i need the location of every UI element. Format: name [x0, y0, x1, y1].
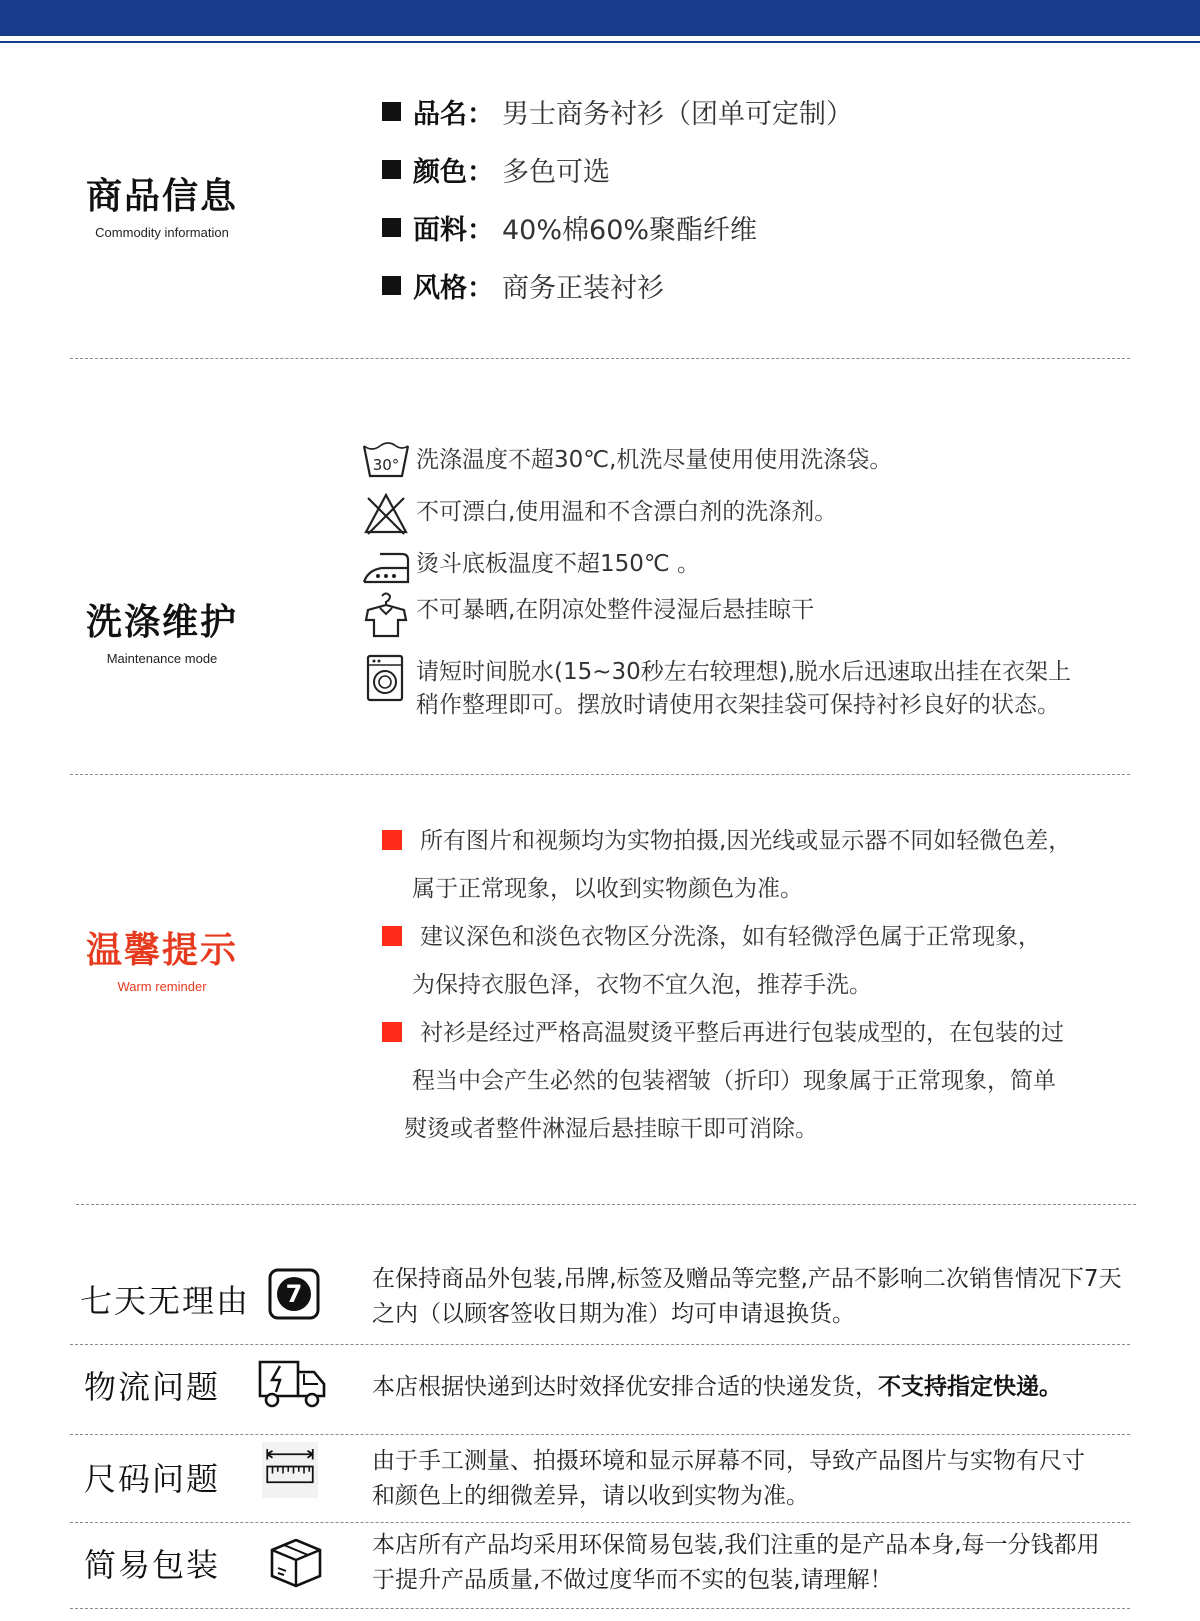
service-line: 在保持商品外包装,吊牌,标签及赠品等完整,产品不影响二次销售情况下7天	[372, 1266, 1122, 1292]
service-text-return	[372, 1262, 1132, 1332]
info-label: 面料：	[413, 215, 494, 246]
service-line: 本店所有产品均采用环保简易包装,我们注重的是产品本身,每一分钱都用	[372, 1532, 1100, 1558]
no-bleach-icon	[362, 492, 410, 536]
service-line: 由于手工测量、拍摄环境和显示屏幕不同，导致产品图片与实物有尺寸	[372, 1448, 1085, 1474]
info-label: 颜色：	[413, 157, 494, 188]
tips-title: 温馨提示	[85, 930, 238, 971]
service-divider	[70, 1608, 1130, 1609]
service-emphasis: 不支持指定快递。	[878, 1374, 1062, 1400]
info-value: 40%棉60%聚酯纤维	[502, 215, 758, 246]
seven-days-icon	[262, 1266, 326, 1322]
info-row-style	[382, 266, 664, 305]
delivery-truck-icon	[256, 1356, 328, 1412]
info-row-fabric	[382, 208, 757, 247]
service-divider	[70, 1434, 1130, 1435]
service-name-return: 七天无理由	[80, 1282, 251, 1320]
tip-3-line2: 程当中会产生必然的包装褶皱（折印）现象属于正常现象，简单	[412, 1068, 1056, 1094]
info-value: 多色可选	[502, 157, 610, 188]
care-text: 烫斗底板温度不超150℃ 。	[416, 551, 701, 577]
care-text-line: 请短时间脱水(15~30秒左右较理想),脱水后迅速取出挂在衣架上	[416, 659, 1072, 685]
red-square-icon	[382, 926, 402, 946]
service-line: 之内（以顾客签收日期为准）均可申请退换货。	[372, 1301, 855, 1327]
red-square-icon	[382, 1022, 402, 1042]
care-text-block	[416, 652, 1071, 722]
wash-temp-label: 30°	[372, 456, 400, 474]
service-name-logistics: 物流问题	[84, 1368, 221, 1406]
section-divider	[76, 1204, 1136, 1205]
tip-2-line2: 为保持衣服色泽，衣物不宜久泡，推荐手洗。	[412, 972, 872, 998]
care-text: 不可暴晒,在阴凉处整件浸湿后悬挂晾干	[416, 597, 815, 623]
service-divider	[70, 1344, 1130, 1345]
info-row-color	[382, 150, 610, 189]
care-row-bleach	[362, 492, 837, 536]
header-bar	[0, 0, 1200, 36]
tip-3-line1: 衬衫是经过严格高温熨烫平整后再进行包装成型的，在包装的过	[382, 1014, 1064, 1047]
care-row-wash	[362, 440, 892, 484]
tip-3-line3: 熨烫或者整件淋湿后悬挂晾干即可消除。	[404, 1116, 818, 1142]
care-text: 洗涤温度不超30℃,机洗尽量使用使用洗涤袋。	[416, 447, 893, 473]
service-line: 本店根据快递到达时效择优安排合适的快递发货，	[372, 1374, 878, 1400]
product-info-subtitle: Commodity information	[95, 225, 229, 240]
care-title: 洗涤维护	[85, 602, 238, 643]
tip-1-line2: 属于正常现象，以收到实物颜色为准。	[412, 876, 803, 902]
service-line: 和颜色上的细微差异，请以收到实物为准。	[372, 1483, 809, 1509]
bullet-square-icon	[382, 102, 401, 121]
service-name-size: 尺码问题	[84, 1460, 221, 1498]
tips-heading	[42, 922, 282, 994]
care-text-line: 稍作整理即可。摆放时请使用衣架挂袋可保持衬衫良好的状态。	[416, 692, 1060, 718]
header-rule	[0, 41, 1200, 43]
service-text-size	[372, 1444, 1132, 1514]
info-label: 风格：	[413, 273, 494, 304]
ruler-icon	[258, 1442, 322, 1498]
service-line: 于提升产品质量,不做过度华而不实的包装,请理解！	[372, 1567, 893, 1593]
tips-subtitle: Warm reminder	[117, 979, 207, 994]
bullet-square-icon	[382, 218, 401, 237]
iron-icon	[362, 544, 410, 588]
info-value: 商务正装衬衫	[502, 273, 664, 304]
info-value: 男士商务衬衫（团单可定制）	[502, 99, 853, 130]
info-row-name	[382, 92, 853, 131]
section-divider	[70, 774, 1130, 775]
care-row-iron	[362, 544, 700, 588]
seven-badge: 7	[285, 1280, 303, 1308]
tip-1-line1: 所有图片和视频均为实物拍摄,因光线或显示器不同如轻微色差，	[382, 822, 1071, 855]
product-info-heading	[42, 168, 282, 240]
service-divider	[70, 1522, 1130, 1523]
product-info-title: 商品信息	[85, 176, 238, 217]
service-name-package: 简易包装	[84, 1546, 221, 1584]
bullet-square-icon	[382, 276, 401, 295]
package-box-icon	[264, 1534, 328, 1590]
tip-2-line1: 建议深色和淡色衣物区分洗涤，如有轻微浮色属于正常现象，	[382, 918, 1041, 951]
spin-dry-icon	[362, 652, 410, 704]
care-subtitle: Maintenance mode	[106, 651, 218, 666]
section-divider	[70, 358, 1130, 359]
wash-30-icon	[362, 440, 410, 484]
info-label: 品名：	[413, 99, 494, 130]
bullet-square-icon	[382, 160, 401, 179]
red-square-icon	[382, 830, 402, 850]
care-heading	[42, 594, 282, 666]
care-row-spin	[362, 652, 1071, 722]
care-row-dry	[362, 590, 814, 638]
care-text: 不可漂白,使用温和不含漂白剂的洗涤剂。	[416, 499, 838, 525]
hang-dry-icon	[362, 590, 410, 638]
service-text-logistics	[372, 1370, 1132, 1405]
service-text-package	[372, 1528, 1132, 1598]
